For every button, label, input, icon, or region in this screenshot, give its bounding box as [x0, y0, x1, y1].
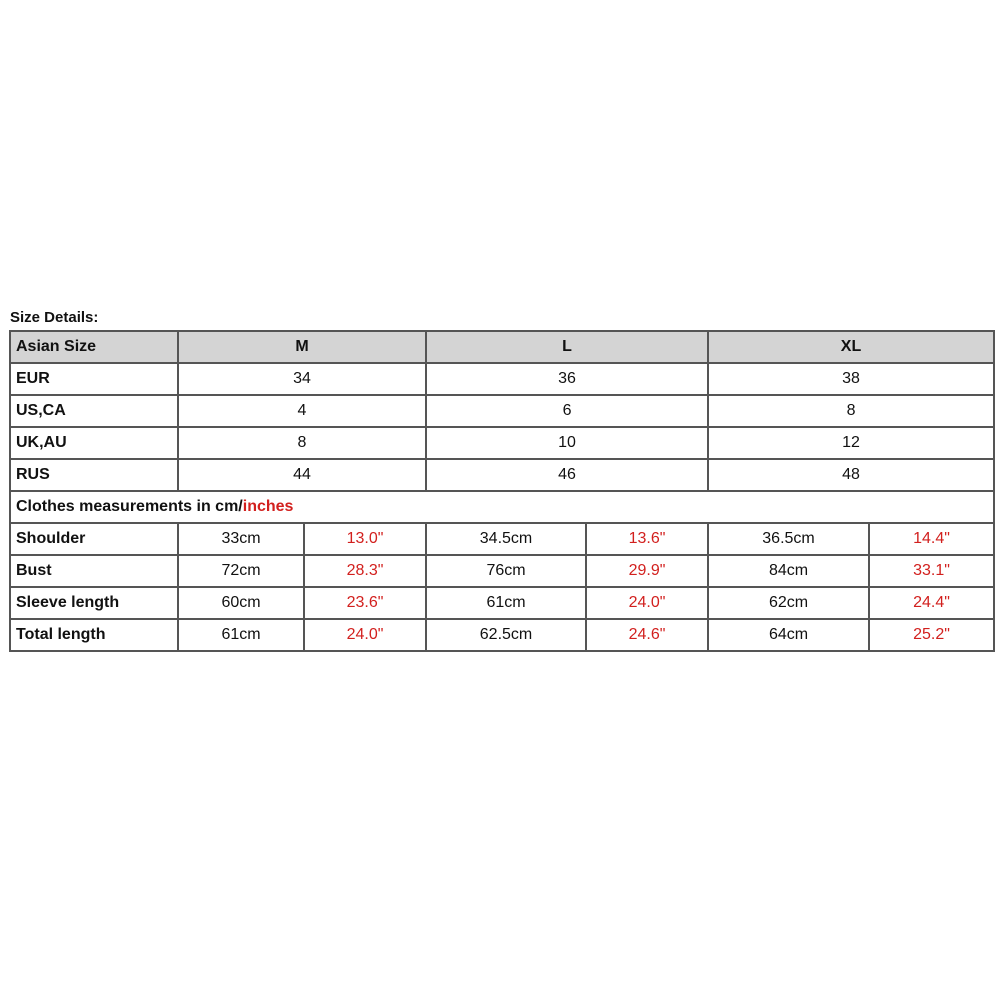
section-prefix: Clothes measurements in cm/: [16, 498, 243, 515]
size-header-l: L: [426, 331, 708, 363]
row-label: Total length: [10, 619, 178, 651]
size-header-xl: XL: [708, 331, 994, 363]
row-label: RUS: [10, 459, 178, 491]
inch-value: 13.0": [304, 523, 426, 555]
header-row: [10, 331, 994, 363]
conversion-value: 8: [708, 395, 994, 427]
row-label: UK,AU: [10, 427, 178, 459]
inch-value: 23.6": [304, 587, 426, 619]
conversion-value: 12: [708, 427, 994, 459]
cm-value: 84cm: [708, 555, 869, 587]
cm-value: 62.5cm: [426, 619, 586, 651]
cm-value: 64cm: [708, 619, 869, 651]
conversion-value: 46: [426, 459, 708, 491]
inch-value: 24.0": [586, 587, 708, 619]
conversion-value: 36: [426, 363, 708, 395]
conversion-value: 4: [178, 395, 426, 427]
inch-value: 13.6": [586, 523, 708, 555]
inch-value: 24.0": [304, 619, 426, 651]
row-label: Sleeve length: [10, 587, 178, 619]
cm-value: 60cm: [178, 587, 304, 619]
cm-value: 62cm: [708, 587, 869, 619]
page-title: Size Details:: [10, 309, 99, 326]
inch-value: 28.3": [304, 555, 426, 587]
inch-value: 14.4": [869, 523, 994, 555]
conversion-value: 38: [708, 363, 994, 395]
cm-value: 61cm: [426, 587, 586, 619]
table-row-uk-au: [10, 427, 994, 459]
table-row-us-ca: [10, 395, 994, 427]
section-heading: [10, 491, 994, 523]
inch-value: 24.6": [586, 619, 708, 651]
cm-value: 33cm: [178, 523, 304, 555]
cm-value: 36.5cm: [708, 523, 869, 555]
inch-value: 33.1": [869, 555, 994, 587]
size-chart-table: [9, 330, 995, 652]
row-label: Shoulder: [10, 523, 178, 555]
row-label: Bust: [10, 555, 178, 587]
inch-value: 25.2": [869, 619, 994, 651]
conversion-value: 44: [178, 459, 426, 491]
header-label: Asian Size: [10, 331, 178, 363]
row-label: EUR: [10, 363, 178, 395]
conversion-value: 10: [426, 427, 708, 459]
cm-value: 34.5cm: [426, 523, 586, 555]
row-label: US,CA: [10, 395, 178, 427]
inch-value: 29.9": [586, 555, 708, 587]
conversion-value: 48: [708, 459, 994, 491]
table-row-eur: [10, 363, 994, 395]
table-row-total-length: [10, 619, 994, 651]
table-row-rus: [10, 459, 994, 491]
table-row-shoulder: [10, 523, 994, 555]
section-row: [10, 491, 994, 523]
conversion-value: 8: [178, 427, 426, 459]
conversion-value: 6: [426, 395, 708, 427]
table-row-sleeve-length: [10, 587, 994, 619]
inch-value: 24.4": [869, 587, 994, 619]
section-highlight: inches: [242, 498, 294, 515]
cm-value: 61cm: [178, 619, 304, 651]
cm-value: 72cm: [178, 555, 304, 587]
table-row-bust: [10, 555, 994, 587]
conversion-value: 34: [178, 363, 426, 395]
cm-value: 76cm: [426, 555, 586, 587]
size-header-m: M: [178, 331, 426, 363]
